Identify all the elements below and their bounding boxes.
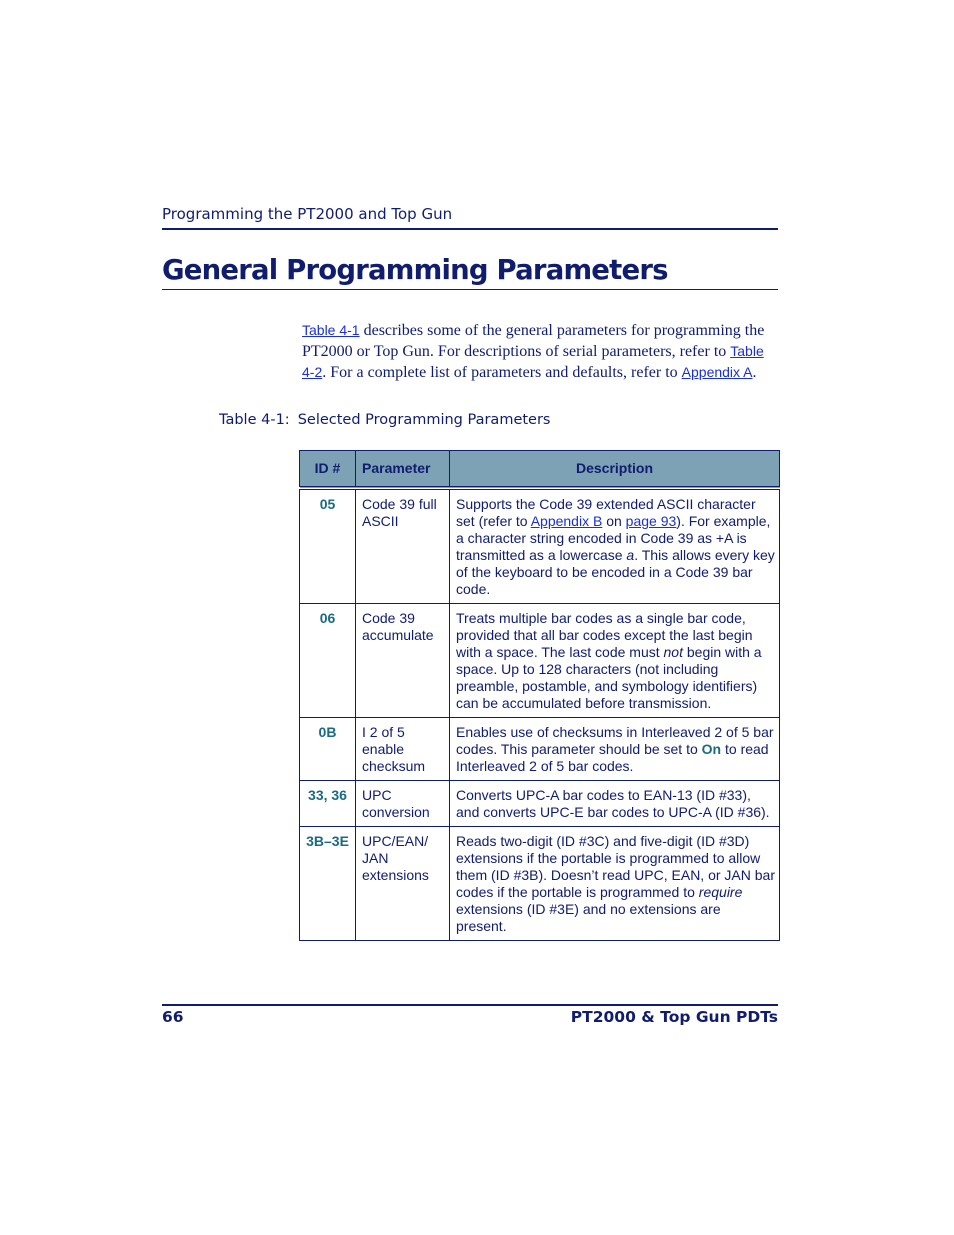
- row-description: [450, 781, 780, 827]
- intro-text-2: . For a complete list of parameters and defaults, refer to: [322, 364, 682, 381]
- desc-italic: a: [626, 547, 635, 563]
- desc-italic: not: [663, 644, 683, 660]
- row-parameter: Code 39 accumulate: [356, 604, 450, 718]
- intro-paragraph: [302, 320, 780, 383]
- header-description: Description: [450, 451, 780, 489]
- table-caption-label: Table 4-1:: [219, 412, 290, 428]
- desc-text: to read Interleaved 2 of 5 bar codes.: [456, 741, 769, 774]
- row-id: 3B–3E: [300, 827, 356, 941]
- desc-text: . This allows every key of the keyboard to be encoded in a Code 39 bar code.: [456, 547, 775, 597]
- table-4-2-link[interactable]: Table 4-2: [302, 343, 764, 380]
- row-parameter: Code 39 full ASCII: [356, 488, 450, 604]
- table-row: [300, 781, 780, 827]
- book-title: PT2000 & Top Gun PDTs: [570, 1008, 778, 1026]
- desc-text: Enables use of checksums in Interleaved 2 of 5 bar codes. This parameter should be set to: [456, 724, 774, 757]
- page-93-link[interactable]: page 93: [625, 513, 677, 529]
- table-caption-title: Selected Programming Parameters: [297, 412, 551, 428]
- table-header-row: [300, 451, 780, 489]
- desc-text: begin with a space. Up to 128 characters (not including preamble, postamble, and symbology identifiers) can be accumulated before transmission.: [456, 644, 762, 711]
- parameters-table: [299, 450, 780, 941]
- row-description: [450, 827, 780, 941]
- header-id: ID #: [300, 451, 356, 489]
- table-caption: [219, 412, 550, 428]
- desc-text: Supports the Code 39 extended ASCII character set (refer to: [456, 496, 756, 529]
- desc-text: extensions (ID #3E) and no extensions are present.: [456, 901, 721, 934]
- running-head: Programming the PT2000 and Top Gun: [162, 205, 778, 230]
- row-description: [450, 718, 780, 781]
- desc-text: ). For example, a character string encoded in Code 39 as +A is transmitted as a lowercase: [456, 513, 771, 563]
- desc-text: Converts UPC-A bar codes to EAN-13 (ID #33), and converts UPC-E bar codes to UPC-A (ID #36).: [456, 787, 770, 820]
- table-row: [300, 604, 780, 718]
- row-id: 0B: [300, 718, 356, 781]
- appendix-b-link[interactable]: Appendix B: [530, 513, 603, 529]
- table-row: [300, 488, 780, 604]
- footer-rule: [162, 1004, 778, 1006]
- row-parameter: UPC/EAN/ JAN extensions: [356, 827, 450, 941]
- table-row: [300, 718, 780, 781]
- row-id: 05: [300, 488, 356, 604]
- page-title: General Programming Parameters: [162, 254, 778, 290]
- header-parameter: Parameter: [356, 451, 450, 489]
- row-description: [450, 488, 780, 604]
- table-4-1-link[interactable]: Table 4-1: [302, 322, 360, 338]
- row-id: 06: [300, 604, 356, 718]
- row-parameter: UPC conversion: [356, 781, 450, 827]
- row-description: [450, 604, 780, 718]
- desc-italic: require: [698, 884, 743, 900]
- intro-text-1: describes some of the general parameters for programming the PT2000 or Top Gun. For descriptions of serial parameters, refer to: [302, 322, 765, 360]
- row-id: 33, 36: [300, 781, 356, 827]
- table-row: [300, 827, 780, 941]
- desc-text: Treats multiple bar codes as a single bar code, provided that all bar codes except the last begin with a space. The last code must: [456, 610, 753, 660]
- desc-text: on: [602, 513, 626, 529]
- appendix-a-link[interactable]: Appendix A: [681, 364, 753, 380]
- row-parameter: I 2 of 5 enable checksum: [356, 718, 450, 781]
- desc-text: Reads two-digit (ID #3C) and five-digit (ID #3D) extensions if the portable is programmed to allow them (ID #3B). Doesn’t read UPC, EAN, or JAN bar codes if the portable is programmed to: [456, 833, 775, 900]
- intro-text-3: .: [752, 364, 757, 381]
- page-number: 66: [162, 1008, 184, 1026]
- desc-bold: On: [701, 741, 722, 757]
